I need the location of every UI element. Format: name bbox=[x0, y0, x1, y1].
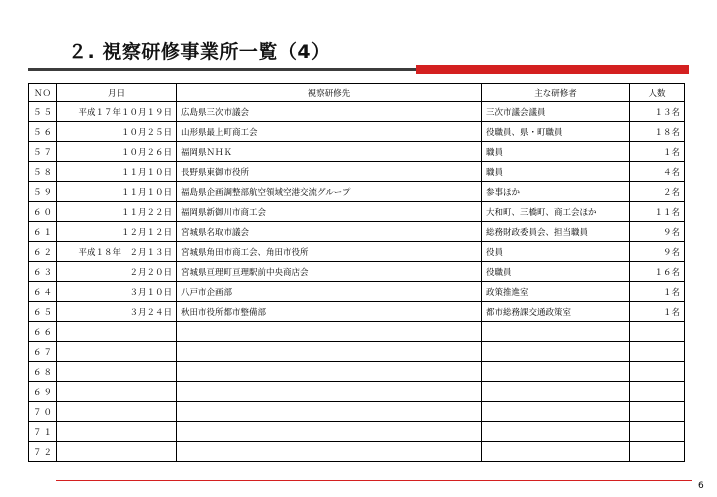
table-body bbox=[29, 102, 685, 462]
cell-count: １６名 bbox=[630, 262, 685, 282]
cell-trainees bbox=[482, 442, 630, 462]
cell-date: 平成１７年１０月１９日 bbox=[57, 102, 177, 122]
cell-date bbox=[57, 402, 177, 422]
cell-count bbox=[630, 422, 685, 442]
title-underline bbox=[28, 68, 416, 71]
cell-no: ７０ bbox=[29, 402, 57, 422]
table-row bbox=[29, 442, 685, 462]
cell-no: ７１ bbox=[29, 422, 57, 442]
cell-destination bbox=[177, 422, 482, 442]
cell-count: １１名 bbox=[630, 202, 685, 222]
cell-count bbox=[630, 382, 685, 402]
cell-no: ７２ bbox=[29, 442, 57, 462]
cell-date bbox=[57, 442, 177, 462]
table-row bbox=[29, 202, 685, 222]
cell-date: １０月２６日 bbox=[57, 142, 177, 162]
cell-destination bbox=[177, 342, 482, 362]
cell-trainees: 役員 bbox=[482, 242, 630, 262]
table-row bbox=[29, 402, 685, 422]
cell-no: ５８ bbox=[29, 162, 57, 182]
cell-no: ５６ bbox=[29, 122, 57, 142]
cell-no: ５５ bbox=[29, 102, 57, 122]
table-row bbox=[29, 382, 685, 402]
table-row bbox=[29, 242, 685, 262]
cell-date: ２月２０日 bbox=[57, 262, 177, 282]
cell-date bbox=[57, 422, 177, 442]
cell-destination bbox=[177, 402, 482, 422]
header-date: 月日 bbox=[57, 84, 177, 102]
table-row bbox=[29, 322, 685, 342]
cell-no: ５９ bbox=[29, 182, 57, 202]
cell-destination: 福岡県新御川市商工会 bbox=[177, 202, 482, 222]
cell-count: ９名 bbox=[630, 222, 685, 242]
cell-date: 平成１８年 ２月１３日 bbox=[57, 242, 177, 262]
table-header-row bbox=[29, 84, 685, 102]
table-row bbox=[29, 282, 685, 302]
cell-trainees bbox=[482, 402, 630, 422]
cell-count bbox=[630, 362, 685, 382]
cell-destination bbox=[177, 362, 482, 382]
cell-count: １名 bbox=[630, 142, 685, 162]
cell-no: ６１ bbox=[29, 222, 57, 242]
cell-date bbox=[57, 342, 177, 362]
cell-no: ５７ bbox=[29, 142, 57, 162]
cell-destination: 広島県三次市議会 bbox=[177, 102, 482, 122]
cell-no: ６３ bbox=[29, 262, 57, 282]
cell-count bbox=[630, 322, 685, 342]
cell-date: １１月１０日 bbox=[57, 182, 177, 202]
cell-count: １名 bbox=[630, 282, 685, 302]
header-trainees: 主な研修者 bbox=[482, 84, 630, 102]
cell-no: ６５ bbox=[29, 302, 57, 322]
cell-destination: 長野県東御市役所 bbox=[177, 162, 482, 182]
cell-no: ６６ bbox=[29, 322, 57, 342]
cell-date bbox=[57, 382, 177, 402]
cell-count: １３名 bbox=[630, 102, 685, 122]
cell-destination: 福島県企画調整部航空領域空港交流グループ bbox=[177, 182, 482, 202]
cell-trainees bbox=[482, 342, 630, 362]
table-row bbox=[29, 102, 685, 122]
header-no: ＮＯ bbox=[29, 84, 57, 102]
table-row bbox=[29, 162, 685, 182]
cell-no: ６２ bbox=[29, 242, 57, 262]
cell-no: ６８ bbox=[29, 362, 57, 382]
cell-destination: 宮城県名取市議会 bbox=[177, 222, 482, 242]
header-count: 人数 bbox=[630, 84, 685, 102]
cell-destination bbox=[177, 322, 482, 342]
footer-rule bbox=[56, 480, 692, 481]
cell-date bbox=[57, 322, 177, 342]
table-row bbox=[29, 122, 685, 142]
cell-count bbox=[630, 402, 685, 422]
cell-trainees: 職員 bbox=[482, 142, 630, 162]
cell-destination: 福岡県ＮＨＫ bbox=[177, 142, 482, 162]
cell-destination bbox=[177, 382, 482, 402]
cell-trainees bbox=[482, 362, 630, 382]
cell-count: ４名 bbox=[630, 162, 685, 182]
cell-trainees: 役職員 bbox=[482, 262, 630, 282]
cell-trainees: 総務財政委員会、担当職員 bbox=[482, 222, 630, 242]
cell-trainees: 三次市議会議員 bbox=[482, 102, 630, 122]
cell-count: ９名 bbox=[630, 242, 685, 262]
table-row bbox=[29, 302, 685, 322]
cell-destination: 八戸市企画部 bbox=[177, 282, 482, 302]
table-row bbox=[29, 362, 685, 382]
cell-trainees bbox=[482, 322, 630, 342]
table-row bbox=[29, 262, 685, 282]
table-row bbox=[29, 342, 685, 362]
cell-no: ６９ bbox=[29, 382, 57, 402]
table-row bbox=[29, 142, 685, 162]
cell-count bbox=[630, 442, 685, 462]
cell-date: ３月１０日 bbox=[57, 282, 177, 302]
cell-destination: 山形県最上町商工会 bbox=[177, 122, 482, 142]
page-number: 6 bbox=[698, 481, 704, 491]
cell-trainees bbox=[482, 422, 630, 442]
cell-trainees: 職員 bbox=[482, 162, 630, 182]
cell-count: １名 bbox=[630, 302, 685, 322]
title-accent-bar bbox=[416, 65, 689, 74]
cell-count: １８名 bbox=[630, 122, 685, 142]
cell-no: ６７ bbox=[29, 342, 57, 362]
cell-trainees: 政策推進室 bbox=[482, 282, 630, 302]
table-row bbox=[29, 422, 685, 442]
table-row bbox=[29, 182, 685, 202]
cell-date: １２月１２日 bbox=[57, 222, 177, 242]
cell-trainees: 参事ほか bbox=[482, 182, 630, 202]
cell-trainees bbox=[482, 382, 630, 402]
cell-trainees: 大和町、三橋町、商工会ほか bbox=[482, 202, 630, 222]
header-destination: 視察研修先 bbox=[177, 84, 482, 102]
cell-date: １０月２５日 bbox=[57, 122, 177, 142]
cell-trainees: 都市総務課交通政策室 bbox=[482, 302, 630, 322]
site-visit-table bbox=[28, 83, 685, 462]
cell-no: ６０ bbox=[29, 202, 57, 222]
cell-date: ３月２４日 bbox=[57, 302, 177, 322]
cell-count bbox=[630, 342, 685, 362]
cell-destination: 秋田市役所都市整備部 bbox=[177, 302, 482, 322]
cell-destination: 宮城県角田市商工会、角田市役所 bbox=[177, 242, 482, 262]
cell-date bbox=[57, 362, 177, 382]
cell-trainees: 役職員、県・町職員 bbox=[482, 122, 630, 142]
table-row bbox=[29, 222, 685, 242]
cell-date: １１月２２日 bbox=[57, 202, 177, 222]
cell-destination: 宮城県亘理町亘理駅前中央商店会 bbox=[177, 262, 482, 282]
cell-destination bbox=[177, 442, 482, 462]
cell-count: ２名 bbox=[630, 182, 685, 202]
cell-no: ６４ bbox=[29, 282, 57, 302]
page-title: ２. 視察研修事業所一覧（4） bbox=[68, 41, 331, 63]
cell-date: １１月１０日 bbox=[57, 162, 177, 182]
